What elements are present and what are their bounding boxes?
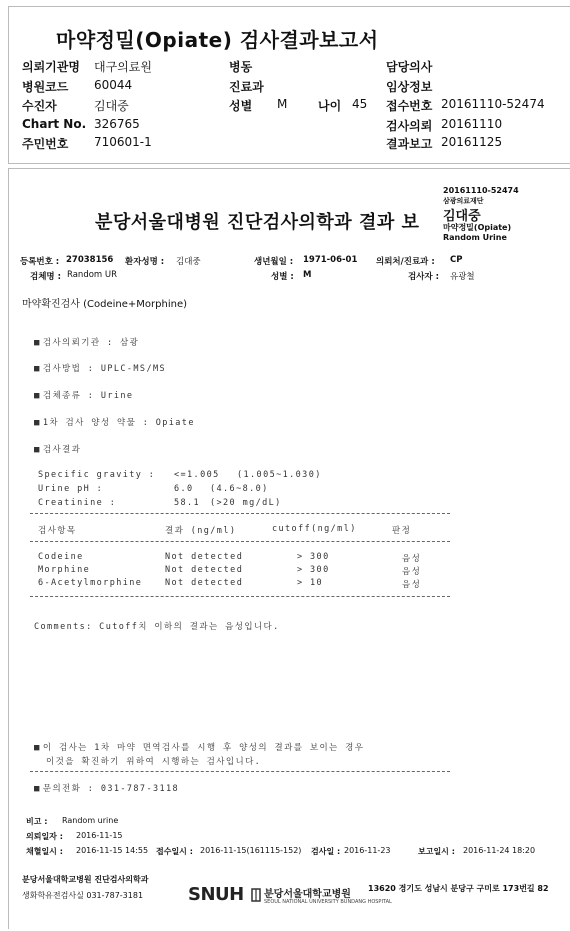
hospital-logo-icon — [251, 887, 261, 901]
specimen-value: Random UR — [67, 270, 118, 280]
right-label-4: 검사의뢰 — [386, 119, 433, 133]
divider — [30, 596, 450, 597]
receipt-value: 2016-11-15(161115-152) — [200, 846, 302, 855]
remark-label: 비고 : — [26, 817, 48, 826]
table-header-result: 결과 (ng/ml) — [165, 526, 237, 536]
tester-label: 검사자 : — [408, 272, 439, 282]
check-value: 58.1 — [174, 498, 201, 508]
table-cell-item: Codeine — [38, 552, 84, 562]
left-value-5: 710601-1 — [94, 135, 152, 149]
report-date-label: 보고일시 : — [418, 847, 455, 856]
reg-label: 등록번호 : — [20, 257, 60, 267]
table-cell-cutoff: > 300 — [297, 565, 330, 575]
remark-value: Random urine — [62, 816, 119, 825]
dept-label: 진료과 — [229, 80, 264, 94]
table-cell-result: Not detected — [165, 565, 244, 575]
sticker-test: 마약정밀(Opiate) — [443, 223, 512, 232]
left-label-4: Chart No. — [22, 117, 87, 131]
check-ref: (1.005~1.030) — [237, 470, 322, 480]
table-cell-item: Morphine — [38, 565, 91, 575]
dob-value: 1971-06-01 — [303, 255, 358, 265]
table-header-judgement: 판정 — [392, 526, 412, 536]
table-cell-judgement: 음성 — [402, 554, 422, 564]
test-date-value: 2016-11-23 — [344, 846, 391, 855]
hospital-logo-text: SNUH — [188, 884, 244, 905]
table-cell-item: 6-Acetylmorphine — [38, 578, 143, 588]
doc-sex-value: M — [303, 270, 312, 280]
table-header-item: 검사항목 — [38, 526, 77, 536]
table-cell-cutoff: > 300 — [297, 552, 330, 562]
tester-value: 유광철 — [450, 272, 475, 282]
item-results-heading: ■ 검사결과 — [34, 445, 82, 455]
table-cell-result: Not detected — [165, 578, 244, 588]
document-title: 분당서울대병원 진단검사의학과 결과 보 — [95, 212, 420, 233]
divider — [30, 771, 450, 772]
check-value: 6.0 — [174, 484, 194, 494]
left-label-3: 수진자 — [22, 99, 57, 113]
table-cell-judgement: 음성 — [402, 567, 422, 577]
left-value-1: 대구의료원 — [94, 60, 152, 74]
table-cell-cutoff: > 10 — [297, 578, 324, 588]
sticker-name: 김대중 — [443, 209, 481, 224]
collect-value: 2016-11-15 14:55 — [76, 846, 149, 855]
scanned-document-frame — [8, 168, 570, 929]
left-label-5: 주민번호 — [22, 137, 69, 151]
contact-phone: ■ 문의전화 : 031-787-3118 — [34, 784, 180, 794]
right-label-1: 담당의사 — [386, 60, 433, 74]
referral-value: CP — [450, 255, 463, 265]
hospital-address: 13620 경기도 성남시 분당구 구미로 173번길 82 — [368, 884, 549, 893]
left-label-1: 의뢰기관명 — [22, 60, 80, 74]
sex-value: M — [277, 97, 288, 111]
sticker-org: 삼광의료재단 — [443, 197, 484, 205]
divider — [30, 541, 450, 542]
patient-label: 환자성명 : — [125, 257, 165, 267]
check-name: Specific gravity : — [38, 470, 156, 480]
right-label-2: 임상정보 — [386, 80, 433, 94]
divider — [30, 513, 450, 514]
item-method: ■ 검사방법 : UPLC-MS/MS — [34, 364, 166, 374]
check-ref: (>20 mg/dL) — [210, 498, 282, 508]
item-specimen-type: ■ 검체종류 : Urine — [34, 391, 134, 401]
right-value-5: 20161125 — [441, 135, 503, 149]
ward-label: 병동 — [229, 60, 253, 74]
left-value-4: 326765 — [94, 117, 140, 131]
check-ref: (4.6~8.0) — [210, 484, 269, 494]
right-value-4: 20161110 — [441, 117, 503, 131]
footer-lab: 생화학유전검사실 031-787-3181 — [22, 891, 144, 900]
patient-value: 김대중 — [176, 257, 201, 267]
referral-label: 의뢰처/진료과 : — [376, 257, 435, 267]
right-label-3: 접수번호 — [386, 99, 433, 113]
hospital-logo-subtitle: SEOUL NATIONAL UNIVERSITY BUNDANG HOSPITAL — [264, 899, 392, 905]
left-value-2: 60044 — [94, 78, 133, 92]
dob-label: 생년월일 : — [254, 257, 294, 267]
hospital-logo-name: 분당서울대학교병원 — [264, 889, 351, 900]
left-label-2: 병원코드 — [22, 80, 69, 94]
age-label: 나이 — [318, 99, 342, 113]
request-date-label: 의뢰일자 : — [26, 832, 63, 841]
right-label-5: 결과보고 — [386, 137, 433, 151]
doc-sex-label: 성별 : — [271, 272, 294, 282]
comments: Comments: Cutoff치 이하의 결과는 음성입니다. — [34, 622, 280, 632]
report-date-value: 2016-11-24 18:20 — [463, 846, 536, 855]
check-name: Creatinine : — [38, 498, 117, 508]
item-requesting-org: ■ 검사의뢰기관 : 삼광 — [34, 338, 140, 348]
request-date-value: 2016-11-15 — [76, 831, 123, 840]
left-value-3: 김대중 — [94, 99, 129, 113]
age-value: 45 — [352, 97, 368, 111]
check-name: Urine pH : — [38, 484, 104, 494]
note-line-1: ■ 이 검사는 1차 마약 면역검사를 시행 후 양성의 결과를 보이는 경우 — [34, 743, 365, 753]
check-value: <=1.005 — [174, 470, 220, 480]
note-line-2: 이것을 확진하기 위하여 시행하는 검사입니다. — [46, 757, 262, 767]
sticker-number: 20161110-52474 — [443, 186, 519, 195]
report-title: 마약정밀(Opiate) 검사결과보고서 — [56, 28, 379, 52]
table-header-cutoff: cutoff(ng/ml) — [272, 524, 357, 534]
item-first-positive: ■ 1차 검사 양성 약물 : Opiate — [34, 418, 195, 428]
table-cell-result: Not detected — [165, 552, 244, 562]
specimen-label: 검체명 : — [30, 272, 61, 282]
test-date-label: 검사일 : — [311, 847, 341, 856]
reg-value: 27038156 — [66, 255, 114, 265]
right-value-3: 20161110-52474 — [441, 97, 545, 111]
sticker-specimen: Random Urine — [443, 233, 507, 242]
sex-label: 성별 — [229, 99, 253, 113]
footer-department: 분당서울대학교병원 진단검사의학과 — [22, 875, 149, 884]
table-cell-judgement: 음성 — [402, 580, 422, 590]
collect-label: 채혈일시 : — [26, 847, 63, 856]
test-title: 마약확진검사 (Codeine+Morphine) — [22, 299, 188, 310]
receipt-label: 접수일시 : — [156, 847, 193, 856]
